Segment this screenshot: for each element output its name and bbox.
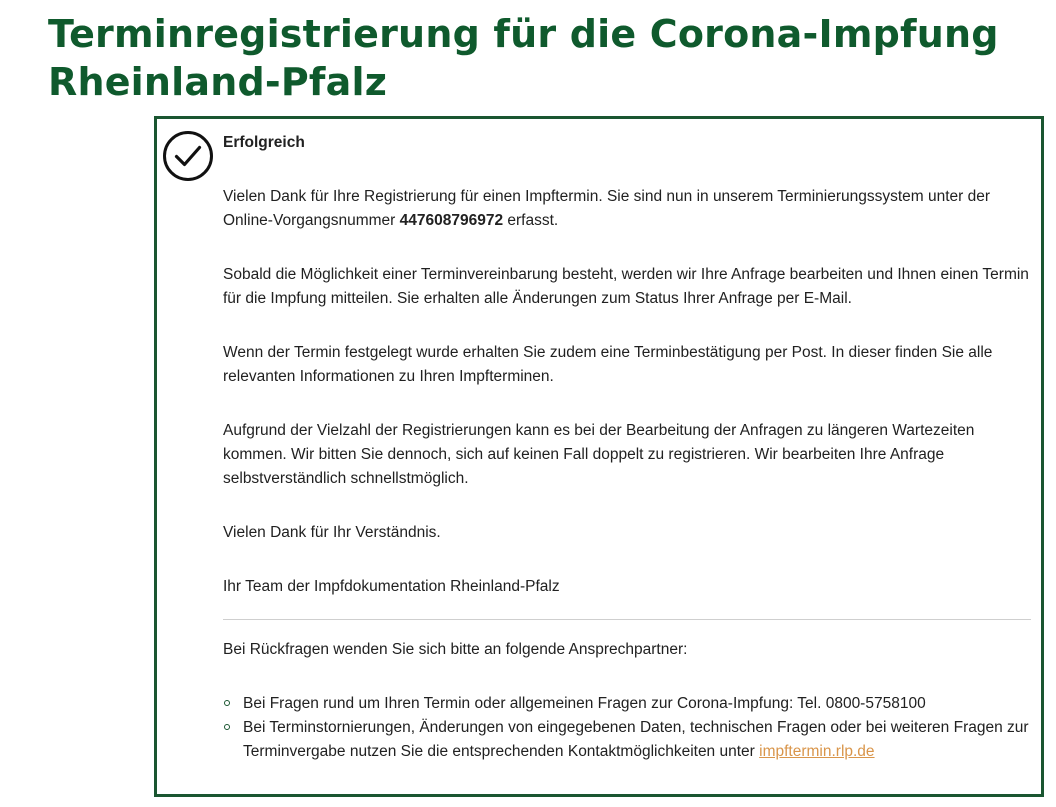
page-title: Terminregistrierung für die Corona-Impfung Rheinland-Pfalz bbox=[48, 12, 999, 104]
registration-number: 447608796972 bbox=[399, 212, 504, 229]
registration-text-after: erfasst. bbox=[503, 212, 559, 229]
thanks-paragraph: Vielen Dank für Ihr Verständnis. bbox=[223, 524, 441, 541]
waiting-time-paragraph: Aufgrund der Vielzahl der Registrierungen kann es bei der Bearbeitung der Anfragen zu längeren Wartezeiten kommen. Wir bitten Sie dennoch, sich auf keinen Fall doppelt zu registrieren. Wir bearbeiten Ihre Anfrage selbstverständlich schnellstmöglich. bbox=[223, 422, 975, 487]
post-confirmation-paragraph: Wenn der Termin festgelegt wurde erhalten Sie zudem eine Terminbestätigung per Post. In dieser finden Sie alle relevanten Informationen zu Ihren Impfterminen. bbox=[223, 344, 993, 385]
message-content bbox=[223, 131, 1033, 764]
contact-list-item bbox=[223, 692, 1033, 716]
registration-paragraph bbox=[223, 185, 1033, 233]
team-signature: Ihr Team der Impfdokumentation Rheinland-Pfalz bbox=[223, 578, 560, 595]
success-heading: Erfolgreich bbox=[223, 134, 305, 151]
contact-list bbox=[223, 692, 1033, 764]
contact-intro: Bei Rückfragen wenden Sie sich bitte an folgende Ansprechpartner: bbox=[223, 641, 688, 658]
contact-list-item bbox=[223, 716, 1033, 764]
registration-text-before: Vielen Dank für Ihre Registrierung für einen Impftermin. Sie sind nun in unserem Terminierungssystem unter der Online-Vorgangsnummer bbox=[223, 188, 991, 229]
contact-phone-text: Bei Fragen rund um Ihren Termin oder allgemeinen Fragen zur Corona-Impfung: Tel. 0800-5758100 bbox=[243, 695, 926, 712]
success-message-box bbox=[154, 116, 1044, 797]
checkmark-circle-icon bbox=[162, 130, 214, 182]
bullet-icon bbox=[224, 700, 230, 706]
processing-paragraph: Sobald die Möglichkeit einer Terminvereinbarung besteht, werden wir Ihre Anfrage bearbeiten und Ihnen einen Termin für die Impfung mitteilen. Sie erhalten alle Änderungen zum Status Ihrer Anfrage per E-Mail. bbox=[223, 266, 1029, 307]
divider bbox=[223, 619, 1031, 620]
impftermin-link[interactable]: impftermin.rlp.de bbox=[759, 743, 875, 760]
bullet-icon bbox=[224, 724, 230, 730]
contact-web-text: Bei Terminstornierungen, Änderungen von eingegebenen Daten, technischen Fragen oder bei weiteren Fragen zur Terminvergabe nutzen Sie die entsprechenden Kontaktmöglichkeiten unter bbox=[243, 719, 1029, 760]
